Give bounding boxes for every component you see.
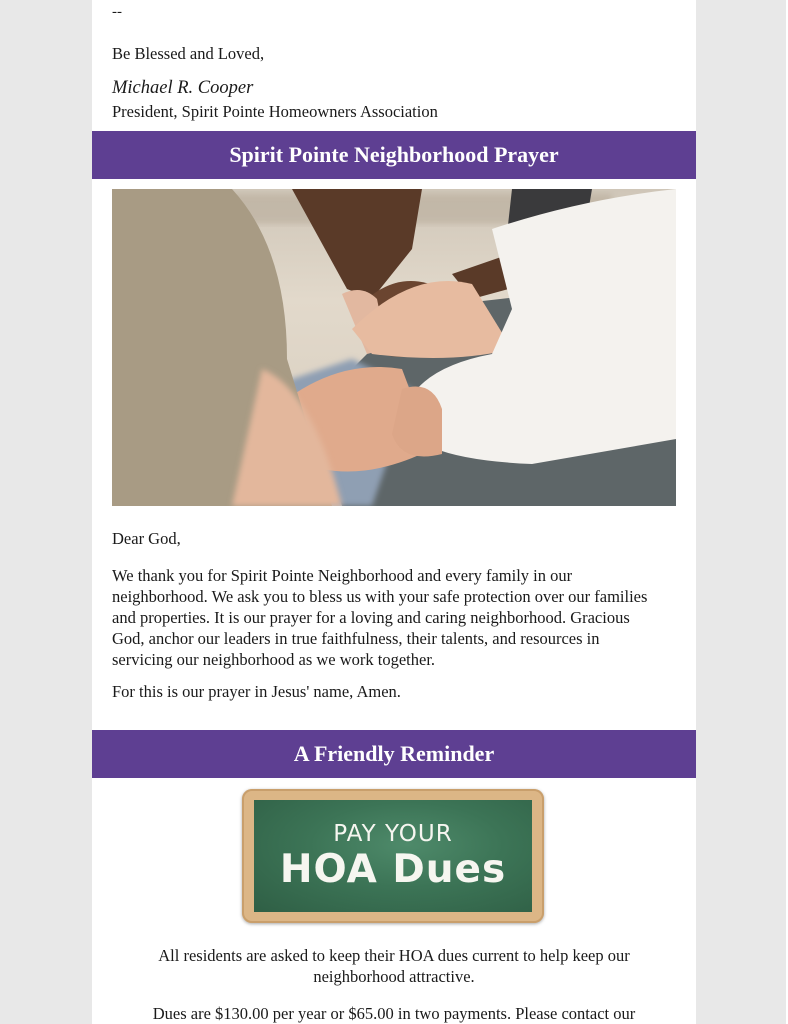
pay-hoa-dues-chalkboard-image xyxy=(242,789,544,923)
praying-hands-image xyxy=(112,189,676,506)
signature-separator: -- xyxy=(112,4,122,20)
reminder-section-banner xyxy=(92,730,696,778)
chalkboard-surface xyxy=(254,800,532,912)
chalkboard-line-2: HOA Dues xyxy=(279,847,507,892)
prayer-closing: For this is our prayer in Jesus' name, Amen. xyxy=(112,682,401,701)
dues-intro-text: All residents are asked to keep their HOA dues current to help keep our neighborhood attractive. xyxy=(158,946,630,986)
signature-closing: Be Blessed and Loved, xyxy=(112,44,265,63)
prayer-photo xyxy=(112,189,676,506)
signature-name: Michael R. Cooper xyxy=(112,78,254,98)
dues-detail-text: Dues are $130.00 per year or $65.00 in two payments. Please contact our xyxy=(152,1004,636,1023)
prayer-greeting: Dear God, xyxy=(112,529,181,548)
email-content-column xyxy=(92,0,696,1024)
reminder-section-heading: A Friendly Reminder xyxy=(293,741,495,766)
prayer-section-heading: Spirit Pointe Neighborhood Prayer xyxy=(229,142,559,167)
prayer-section-banner xyxy=(92,131,696,179)
signature-title: President, Spirit Pointe Homeowners Association xyxy=(112,102,438,121)
chalkboard-line-1: PAY YOUR xyxy=(333,821,453,847)
prayer-body: We thank you for Spirit Pointe Neighborhood and every family in our neighborhood. We ask you to bless us with your safe protection over our families and properties. It is our prayer for a loving and caring neighborhood. Gracious God, anchor our leaders in true faithfulness, their talents, and resources in servicing our neighborhood as we work together. xyxy=(112,566,648,669)
